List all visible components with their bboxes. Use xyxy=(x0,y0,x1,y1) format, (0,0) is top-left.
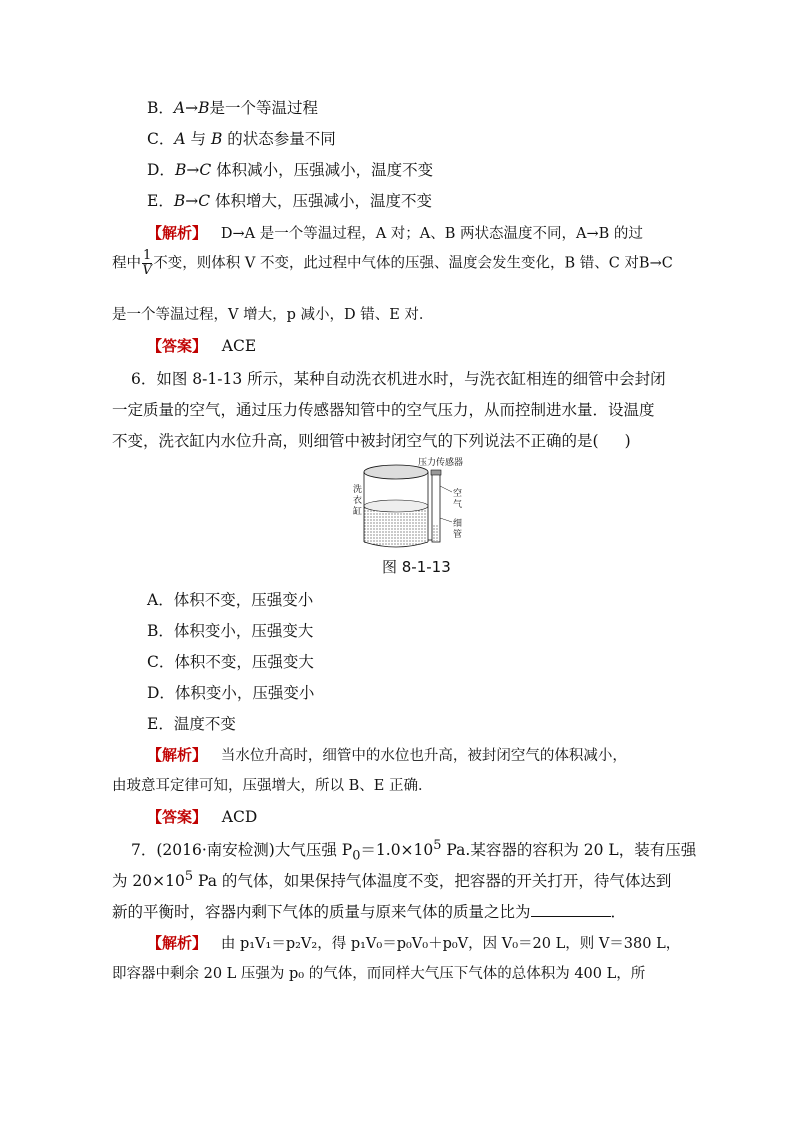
washing-machine-figure xyxy=(352,456,472,552)
q5-option-d: D．B→C 体积减小，压强减小，温度不变 xyxy=(147,161,434,179)
q6-option-d: D．体积变小，压强变小 xyxy=(147,684,315,702)
q6-option-b: B．体积变小，压强变大 xyxy=(147,622,314,640)
q7-stem-line3: 新的平衡时，容器内剩下气体的质量与原来气体的质量之比为 ． xyxy=(112,903,627,921)
label-tube-2: 管 xyxy=(453,530,463,540)
q7-stem-line1: 7．(2016·南安检测)大气压强 $P_0=1.0\times 10^5$ Pa.某容器的容积为 20 L，装有压强 xyxy=(131,838,697,864)
analysis-tag: 【解析】 xyxy=(147,934,208,952)
label-pressure-sensor: 压力传感器 xyxy=(418,458,464,468)
q6-analysis-line2: 由玻意耳定律可知，压强增大，所以 B、E 正确． xyxy=(112,778,433,794)
q7-analysis-line2: 即容器中剩余 20 L 压强为 p₀ 的气体，而同样大气压下气体的总体积为 400 L，所 xyxy=(112,966,646,982)
q6-stem-line2: 一定质量的空气，通过压力传感器知管中的空气压力，从而控制进水量．设温度 xyxy=(112,401,655,419)
q5-analysis-line2: 程中 $\frac{1}{V}$ 不变，则体积 V 不变，此过程中气体的压强、温度会发生变化，B 错、C 对B→C xyxy=(112,248,673,278)
label-tank-1: 洗 xyxy=(353,485,363,495)
q6-option-e: E．温度不变 xyxy=(147,715,236,733)
q6-option-c: C．体积不变，压强变大 xyxy=(147,653,314,671)
q6-option-a: A．体积不变，压强变小 xyxy=(147,591,314,609)
q6-analysis-line1: 【解析】 当水位升高时，细管中的水位也升高，被封闭空气的体积减小， xyxy=(147,746,627,764)
answer-tag: 【答案】 xyxy=(147,808,208,826)
analysis-tag: 【解析】 xyxy=(147,224,208,242)
label-tank-2: 衣 xyxy=(353,496,363,506)
label-air-2: 气 xyxy=(453,500,463,510)
figure-caption: 图 8-1-13 xyxy=(382,558,451,576)
q6-answer: 【答案】 ACD xyxy=(147,808,258,826)
q5-option-b: B．A→B是一个等温过程 xyxy=(147,99,318,117)
q6-stem-line1: 6．如图 8-1-13 所示，某种自动洗衣机进水时，与洗衣缸相连的细管中会封闭 xyxy=(131,370,666,388)
q5-analysis-line1: 【解析】 D→A 是一个等温过程，A 对；A、B 两状态温度不同，A→B 的过 xyxy=(147,224,643,242)
answer-tag: 【答案】 xyxy=(147,337,208,355)
label-air-1: 空 xyxy=(453,489,463,499)
q5-option-e: E．B→C 体积增大，压强减小，温度不变 xyxy=(147,192,433,210)
q5-analysis-line3: 是一个等温过程，V 增大，p 减小，D 错、E 对． xyxy=(112,307,434,323)
fraction-1-over-v: $\frac{1}{V}$ xyxy=(142,248,152,278)
q7-stem-line2: 为 $20\times 10^5$ Pa 的气体，如果保持气体温度不变，把容器的开关打开，待气体达到 xyxy=(112,869,672,891)
label-tube-1: 细 xyxy=(453,519,463,529)
q7-analysis-line1: 【解析】 由 p₁V₁＝p₂V₂，得 p₁V₀＝p₀V₀＋p₀V，因 V₀＝20 L，则 V＝380 L， xyxy=(147,934,681,952)
analysis-tag: 【解析】 xyxy=(147,746,208,764)
q5-answer: 【答案】 ACE xyxy=(147,337,257,355)
label-tank-3: 缸 xyxy=(353,507,363,517)
q6-stem-line3: 不变，洗衣缸内水位升高，则细管中被封闭空气的下列说法不正确的是( ) xyxy=(112,432,631,450)
answer-blank[interactable] xyxy=(531,902,611,917)
q5-option-c: C．A 与 B 的状态参量不同 xyxy=(147,130,336,148)
